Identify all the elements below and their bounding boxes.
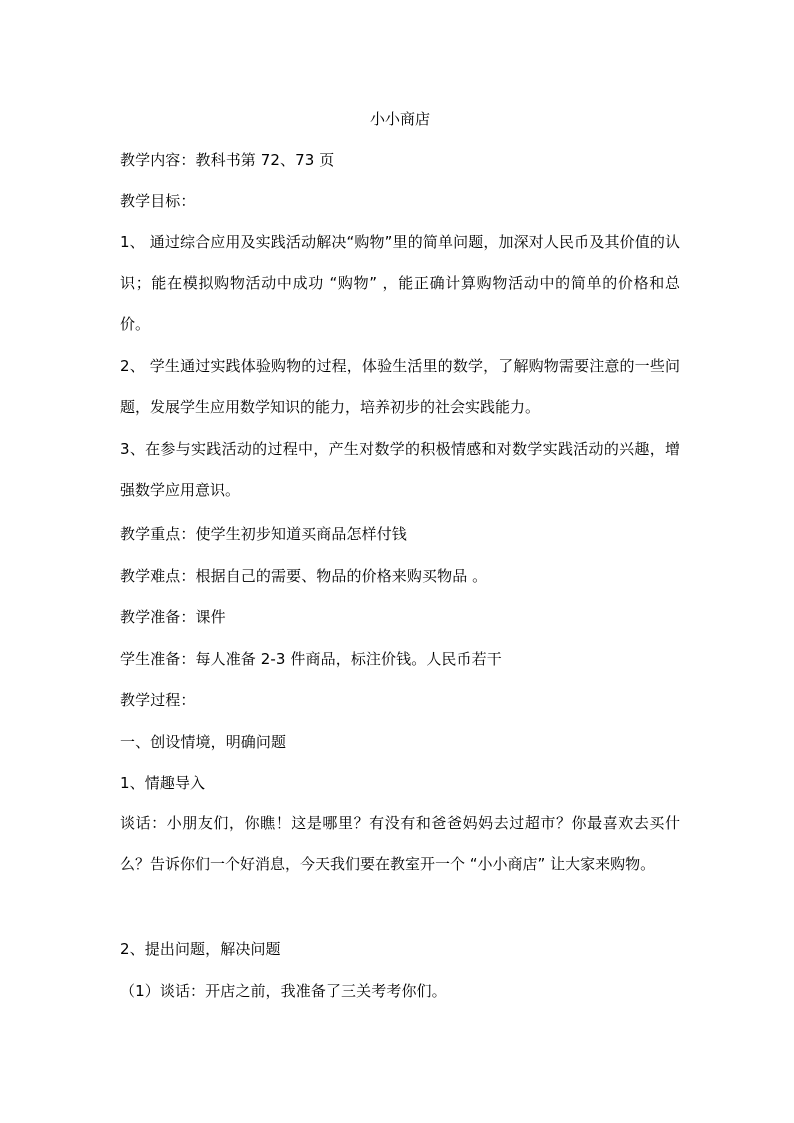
objective-2-paragraph: 2、 学生通过实践体验购物的过程，体验生活里的数学，了解购物需要注意的一些问题，发展学生应用数学知识的能力，培养初步的社会实践能力。	[120, 357, 680, 416]
sub-1-heading: 1、情趣导入	[120, 774, 206, 792]
preparation-line: 教学准备：课件	[120, 608, 226, 626]
content-line: 教学内容：教科书第 72、73 页	[120, 151, 335, 169]
difficulty-line: 教学难点：根据自己的需要、物品的价格来购买物品 。	[120, 567, 488, 585]
student-preparation-line: 学生准备：每人准备 2-3 件商品，标注价钱。人民币若干	[120, 650, 502, 668]
objective-1-paragraph: 1、 通过综合应用及实践活动解决“购物”里的简单问题，加深对人民币及其价值的认识；能在模拟购物活动中成功 “购物” ，能正确计算购物活动中的简单的价格和总价。	[120, 233, 680, 333]
talk-2-line: （1）谈话：开店之前，我准备了三关考考你们。	[120, 982, 447, 1000]
talk-1-paragraph: 谈话：小朋友们，你瞧！这是哪里？有没有和爸爸妈妈去过超市？你最喜欢去买什么？告诉你们一个好消息，今天我们要在教室开一个 “小小商店” 让大家来购物。	[120, 814, 680, 873]
process-heading: 教学过程：	[120, 691, 196, 709]
sub-2-heading: 2、提出问题，解决问题	[120, 940, 281, 958]
key-point-line: 教学重点：使学生初步知道买商品怎样付钱	[120, 525, 407, 543]
document-title: 小小商店	[369, 110, 430, 128]
objective-3-paragraph: 3、在参与实践活动的过程中，产生对数学的积极情感和对数学实践活动的兴趣，增强数学应用意识。	[120, 440, 680, 499]
objectives-heading: 教学目标：	[120, 192, 196, 210]
section-1-heading: 一、创设情境，明确问题	[120, 733, 287, 751]
